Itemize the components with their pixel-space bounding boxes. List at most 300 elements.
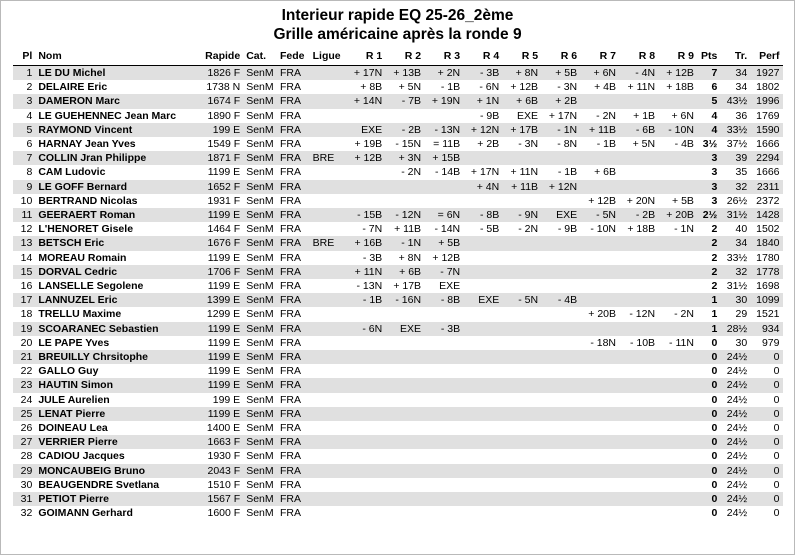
table-row[interactable] <box>13 208 783 222</box>
cell-pts: 0 <box>697 378 720 392</box>
cell-r5 <box>502 421 541 435</box>
table-row[interactable] <box>13 165 783 179</box>
cell-r2 <box>385 109 424 123</box>
cell-cat: SenM <box>243 506 277 520</box>
cell-r3: + 2N <box>424 66 463 81</box>
title-line-2: Grille américaine après la ronde 9 <box>273 26 522 43</box>
cell-r6: - 1B <box>541 165 580 179</box>
cell-rapide: 1199 E <box>195 251 243 265</box>
table-row[interactable] <box>13 109 783 123</box>
column-header-perf[interactable]: Perf <box>750 50 782 66</box>
cell-r5 <box>502 449 541 463</box>
cell-r5 <box>502 435 541 449</box>
cell-fede: FRA <box>277 137 310 151</box>
column-header-r8[interactable]: R 8 <box>619 50 658 66</box>
cell-r3 <box>424 109 463 123</box>
cell-r1 <box>346 449 385 463</box>
table-row[interactable] <box>13 364 783 378</box>
cell-r1: - 3B <box>346 251 385 265</box>
cell-r3: + 15B <box>424 151 463 165</box>
cell-r8 <box>619 364 658 378</box>
cell-cat: SenM <box>243 393 277 407</box>
cell-r4 <box>463 492 502 506</box>
cell-r5 <box>502 350 541 364</box>
cell-r2: - 12N <box>385 208 424 222</box>
cell-r7 <box>580 407 619 421</box>
cell-r4 <box>463 378 502 392</box>
cell-r5: + 17B <box>502 123 541 137</box>
cell-r7 <box>580 236 619 250</box>
cell-r9: - 1N <box>658 222 697 236</box>
cell-r5 <box>502 378 541 392</box>
cell-r5: + 11B <box>502 180 541 194</box>
table-row[interactable] <box>13 236 783 250</box>
column-header-tr[interactable]: Tr. <box>720 50 750 66</box>
cell-fede: FRA <box>277 165 310 179</box>
cell-perf: 1780 <box>750 251 782 265</box>
cell-pts: 2½ <box>697 208 720 222</box>
cell-r1: - 6N <box>346 322 385 336</box>
cell-fede: FRA <box>277 109 310 123</box>
cell-r8: + 5N <box>619 137 658 151</box>
table-row[interactable] <box>13 393 783 407</box>
cell-fede: FRA <box>277 350 310 364</box>
table-row[interactable] <box>13 251 783 265</box>
cell-r8 <box>619 378 658 392</box>
cell-r1: + 14N <box>346 94 385 108</box>
cell-fede: FRA <box>277 265 310 279</box>
cell-r1 <box>346 393 385 407</box>
cell-tr: 24½ <box>720 449 750 463</box>
cell-pl: 29 <box>13 464 36 478</box>
cell-nom: MOREAU Romain <box>35 251 195 265</box>
cell-nom: BERTRAND Nicolas <box>35 194 195 208</box>
cell-r4 <box>463 435 502 449</box>
cell-cat: SenM <box>243 435 277 449</box>
cell-perf: 0 <box>750 464 782 478</box>
cell-perf: 0 <box>750 478 782 492</box>
cell-r2 <box>385 180 424 194</box>
cell-r5: - 9N <box>502 208 541 222</box>
cell-r3 <box>424 506 463 520</box>
table-row[interactable] <box>13 180 783 194</box>
cell-pts: 0 <box>697 464 720 478</box>
cell-nom: SCOARANEC Sebastien <box>35 322 195 336</box>
table-row[interactable] <box>13 449 783 463</box>
table-row[interactable] <box>13 492 783 506</box>
cell-r2 <box>385 492 424 506</box>
cell-r1 <box>346 464 385 478</box>
cell-pl: 3 <box>13 94 36 108</box>
cell-nom: LANSELLE Segolene <box>35 279 195 293</box>
cell-r8 <box>619 180 658 194</box>
cell-tr: 24½ <box>720 364 750 378</box>
cell-tr: 37½ <box>720 137 750 151</box>
cell-r4 <box>463 336 502 350</box>
cell-r9: + 5B <box>658 194 697 208</box>
cell-perf: 0 <box>750 435 782 449</box>
cell-r3 <box>424 336 463 350</box>
cell-r6: - 1N <box>541 123 580 137</box>
cell-r8 <box>619 322 658 336</box>
cell-r7: - 5N <box>580 208 619 222</box>
cell-tr: 24½ <box>720 393 750 407</box>
column-header-nom[interactable]: Nom <box>35 50 195 66</box>
cell-r7: - 18N <box>580 336 619 350</box>
cell-r8: + 20N <box>619 194 658 208</box>
cell-fede: FRA <box>277 421 310 435</box>
cell-r1: - 7N <box>346 222 385 236</box>
table-row[interactable] <box>13 435 783 449</box>
cell-tr: 31½ <box>720 208 750 222</box>
cell-r6: + 5B <box>541 66 580 81</box>
cell-fede: FRA <box>277 222 310 236</box>
table-row[interactable] <box>13 265 783 279</box>
cell-nom: BREUILLY Chrsitophe <box>35 350 195 364</box>
cell-pts: 0 <box>697 407 720 421</box>
cell-r1 <box>346 307 385 321</box>
table-row[interactable] <box>13 350 783 364</box>
cell-fede: FRA <box>277 492 310 506</box>
table-row[interactable] <box>13 151 783 165</box>
cell-cat: SenM <box>243 236 277 250</box>
cell-r9 <box>658 165 697 179</box>
table-row[interactable] <box>13 407 783 421</box>
cell-r9 <box>658 94 697 108</box>
cell-pts: 0 <box>697 350 720 364</box>
cell-pts: 3 <box>697 194 720 208</box>
cell-rapide: 1676 F <box>195 236 243 250</box>
cell-nom: BETSCH Eric <box>35 236 195 250</box>
cell-r2 <box>385 194 424 208</box>
cell-pts: 3 <box>697 165 720 179</box>
cell-ligue <box>310 464 346 478</box>
cell-nom: DORVAL Cedric <box>35 265 195 279</box>
cell-pts: 2 <box>697 236 720 250</box>
cell-r3: = 11B <box>424 137 463 151</box>
column-header-r3[interactable]: R 3 <box>424 50 463 66</box>
cell-r7: + 11B <box>580 123 619 137</box>
table-row[interactable] <box>13 336 783 350</box>
cell-rapide: 1199 E <box>195 165 243 179</box>
cell-perf: 0 <box>750 393 782 407</box>
table-header <box>13 50 783 66</box>
cell-cat: SenM <box>243 151 277 165</box>
cell-cat: SenM <box>243 194 277 208</box>
cell-r9 <box>658 492 697 506</box>
cell-r6: + 2B <box>541 94 580 108</box>
cell-r2 <box>385 364 424 378</box>
cell-perf: 2372 <box>750 194 782 208</box>
cell-r6 <box>541 407 580 421</box>
cell-r6: - 8N <box>541 137 580 151</box>
cell-perf: 1521 <box>750 307 782 321</box>
cell-tr: 29 <box>720 307 750 321</box>
cell-r9 <box>658 478 697 492</box>
cell-r4: EXE <box>463 293 502 307</box>
cell-r7: - 2N <box>580 109 619 123</box>
cell-r8: + 1B <box>619 109 658 123</box>
table-row[interactable] <box>13 322 783 336</box>
cell-r3: = 6N <box>424 208 463 222</box>
cell-pl: 32 <box>13 506 36 520</box>
cell-r3 <box>424 407 463 421</box>
cell-ligue <box>310 449 346 463</box>
cell-r4 <box>463 322 502 336</box>
cell-r5 <box>502 364 541 378</box>
cell-r9 <box>658 407 697 421</box>
column-header-cat[interactable]: Cat. <box>243 50 277 66</box>
cell-pl: 18 <box>13 307 36 321</box>
cell-rapide: 1199 E <box>195 279 243 293</box>
cell-fede: FRA <box>277 208 310 222</box>
cell-r3 <box>424 393 463 407</box>
cell-r6: - 9B <box>541 222 580 236</box>
cell-nom: LE GOFF Bernard <box>35 180 195 194</box>
cell-r8: - 10B <box>619 336 658 350</box>
cell-r7 <box>580 251 619 265</box>
cell-r9 <box>658 393 697 407</box>
column-header-r9[interactable]: R 9 <box>658 50 697 66</box>
cell-r2 <box>385 449 424 463</box>
cell-r7 <box>580 435 619 449</box>
cell-cat: SenM <box>243 478 277 492</box>
column-header-ligue[interactable]: Ligue <box>310 50 346 66</box>
column-header-pl[interactable]: Pl <box>13 50 36 66</box>
cell-pts: 0 <box>697 421 720 435</box>
cell-rapide: 1199 E <box>195 350 243 364</box>
cell-ligue <box>310 222 346 236</box>
cell-nom: HARNAY Jean Yves <box>35 137 195 151</box>
table-row[interactable] <box>13 94 783 108</box>
cell-fede: FRA <box>277 407 310 421</box>
page-title <box>1 1 794 44</box>
cell-rapide: 1652 F <box>195 180 243 194</box>
cell-r5 <box>502 251 541 265</box>
cell-r4 <box>463 407 502 421</box>
cell-perf: 1802 <box>750 80 782 94</box>
cell-rapide: 1549 F <box>195 137 243 151</box>
cell-nom: LE DU Michel <box>35 66 195 81</box>
cell-r3: - 13N <box>424 123 463 137</box>
cell-r1 <box>346 364 385 378</box>
cell-pl: 8 <box>13 165 36 179</box>
cell-r3: + 19N <box>424 94 463 108</box>
cell-pl: 27 <box>13 435 36 449</box>
cell-r9 <box>658 236 697 250</box>
cell-rapide: 1931 F <box>195 194 243 208</box>
cell-pl: 7 <box>13 151 36 165</box>
table-row[interactable] <box>13 194 783 208</box>
table-row[interactable] <box>13 478 783 492</box>
cell-nom: LENAT Pierre <box>35 407 195 421</box>
cell-r3 <box>424 421 463 435</box>
cell-r1 <box>346 421 385 435</box>
cell-ligue <box>310 194 346 208</box>
cell-r8 <box>619 94 658 108</box>
cell-r1: - 13N <box>346 279 385 293</box>
table-row[interactable] <box>13 137 783 151</box>
cell-r3: - 14B <box>424 165 463 179</box>
cell-cat: SenM <box>243 94 277 108</box>
cell-rapide: 1199 E <box>195 378 243 392</box>
cell-r1 <box>346 378 385 392</box>
cell-ligue <box>310 378 346 392</box>
cell-r6 <box>541 279 580 293</box>
column-header-rapide[interactable]: Rapide <box>195 50 243 66</box>
cell-pts: 1 <box>697 293 720 307</box>
cell-r3: - 7N <box>424 265 463 279</box>
cell-r5: + 11N <box>502 165 541 179</box>
cell-rapide: 1199 E <box>195 407 243 421</box>
cell-pl: 5 <box>13 123 36 137</box>
table-row[interactable] <box>13 421 783 435</box>
cell-nom: GOIMANN Gerhard <box>35 506 195 520</box>
table-row[interactable] <box>13 506 783 520</box>
cell-r1 <box>346 194 385 208</box>
cell-nom: DOINEAU Lea <box>35 421 195 435</box>
cell-rapide: 1890 F <box>195 109 243 123</box>
cell-r9 <box>658 378 697 392</box>
cell-nom: JULE Aurelien <box>35 393 195 407</box>
cell-tr: 31½ <box>720 279 750 293</box>
cell-perf: 1698 <box>750 279 782 293</box>
table-row[interactable] <box>13 222 783 236</box>
cell-nom: LE PAPE Yves <box>35 336 195 350</box>
cell-r8 <box>619 421 658 435</box>
cell-tr: 33½ <box>720 251 750 265</box>
column-header-r1[interactable]: R 1 <box>346 50 385 66</box>
cell-pl: 2 <box>13 80 36 94</box>
cell-cat: SenM <box>243 80 277 94</box>
cell-r2: - 1N <box>385 236 424 250</box>
cell-ligue <box>310 393 346 407</box>
cell-pts: 0 <box>697 364 720 378</box>
cell-ligue <box>310 251 346 265</box>
cell-r3 <box>424 449 463 463</box>
cell-rapide: 199 E <box>195 123 243 137</box>
cell-r6 <box>541 350 580 364</box>
column-header-pts[interactable]: Pts <box>697 50 720 66</box>
cell-r8: - 12N <box>619 307 658 321</box>
cell-r6: - 3N <box>541 80 580 94</box>
table-row[interactable] <box>13 80 783 94</box>
cell-fede: FRA <box>277 151 310 165</box>
cell-r9: - 4B <box>658 137 697 151</box>
cell-nom: HAUTIN Simon <box>35 378 195 392</box>
cell-r6 <box>541 322 580 336</box>
column-header-r7[interactable]: R 7 <box>580 50 619 66</box>
cell-perf: 0 <box>750 421 782 435</box>
cell-pl: 31 <box>13 492 36 506</box>
cell-nom: L'HENORET Gisele <box>35 222 195 236</box>
cell-r8: - 2B <box>619 208 658 222</box>
column-header-r6[interactable]: R 6 <box>541 50 580 66</box>
table-row[interactable] <box>13 378 783 392</box>
cell-r8 <box>619 478 658 492</box>
cell-tr: 24½ <box>720 350 750 364</box>
cell-tr: 32 <box>720 265 750 279</box>
cell-r6 <box>541 151 580 165</box>
cell-r8 <box>619 165 658 179</box>
table-row[interactable] <box>13 293 783 307</box>
cell-rapide: 1199 E <box>195 322 243 336</box>
cell-r5 <box>502 478 541 492</box>
column-header-r2[interactable]: R 2 <box>385 50 424 66</box>
cell-nom: CADIOU Jacques <box>35 449 195 463</box>
column-header-r4[interactable]: R 4 <box>463 50 502 66</box>
cell-ligue <box>310 421 346 435</box>
cell-r5 <box>502 506 541 520</box>
cell-pl: 30 <box>13 478 36 492</box>
column-header-r5[interactable]: R 5 <box>502 50 541 66</box>
cell-cat: SenM <box>243 208 277 222</box>
column-header-fede[interactable]: Fede <box>277 50 310 66</box>
cell-pl: 14 <box>13 251 36 265</box>
table-row[interactable] <box>13 123 783 137</box>
cell-r3 <box>424 435 463 449</box>
cell-pl: 11 <box>13 208 36 222</box>
cell-r8 <box>619 279 658 293</box>
cell-r2 <box>385 464 424 478</box>
cell-r5: - 2N <box>502 222 541 236</box>
cell-r6 <box>541 393 580 407</box>
cell-ligue <box>310 364 346 378</box>
cell-r2 <box>385 378 424 392</box>
cell-r2: - 15N <box>385 137 424 151</box>
cell-cat: SenM <box>243 378 277 392</box>
cell-tr: 28½ <box>720 322 750 336</box>
cell-r9 <box>658 279 697 293</box>
cell-r7 <box>580 464 619 478</box>
cell-pl: 9 <box>13 180 36 194</box>
table-row[interactable] <box>13 307 783 321</box>
cell-tr: 36 <box>720 109 750 123</box>
cell-nom: GEERAERT Roman <box>35 208 195 222</box>
cell-r4 <box>463 265 502 279</box>
cell-ligue <box>310 109 346 123</box>
cell-r9 <box>658 506 697 520</box>
cell-r1: + 19B <box>346 137 385 151</box>
cell-fede: FRA <box>277 378 310 392</box>
table-row[interactable] <box>13 279 783 293</box>
cell-r4: + 17N <box>463 165 502 179</box>
table-row[interactable] <box>13 464 783 478</box>
cell-r4: + 4N <box>463 180 502 194</box>
cell-ligue <box>310 279 346 293</box>
table-row[interactable] <box>13 66 783 81</box>
cell-cat: SenM <box>243 421 277 435</box>
cell-ligue <box>310 506 346 520</box>
cell-r7 <box>580 94 619 108</box>
cell-r3: - 8B <box>424 293 463 307</box>
cell-fede: FRA <box>277 123 310 137</box>
cell-r9 <box>658 180 697 194</box>
cell-cat: SenM <box>243 109 277 123</box>
cell-r6: EXE <box>541 208 580 222</box>
cell-ligue <box>310 322 346 336</box>
cell-r4 <box>463 279 502 293</box>
cell-r8 <box>619 506 658 520</box>
cell-fede: FRA <box>277 251 310 265</box>
cell-r2 <box>385 506 424 520</box>
cell-rapide: 1826 F <box>195 66 243 81</box>
cell-perf: 1666 <box>750 165 782 179</box>
cell-pts: 2 <box>697 279 720 293</box>
cell-r8 <box>619 407 658 421</box>
cell-pts: 3 <box>697 151 720 165</box>
cell-pl: 6 <box>13 137 36 151</box>
